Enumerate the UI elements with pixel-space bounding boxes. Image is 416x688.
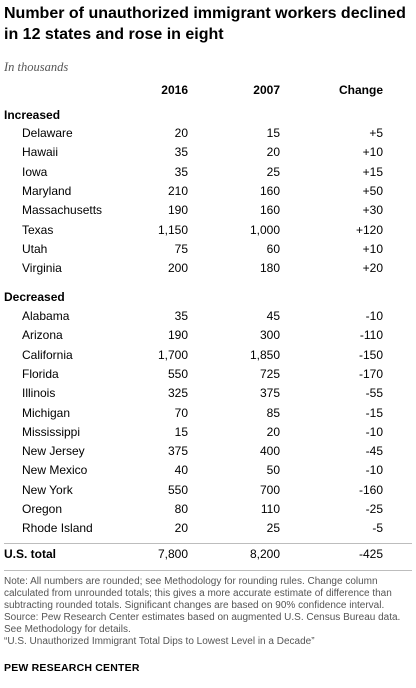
state-name: Iowa <box>22 165 48 179</box>
value-2007: 160 <box>259 203 280 217</box>
table-row <box>0 307 416 326</box>
value-change: -15 <box>365 406 383 420</box>
table-row <box>0 365 416 384</box>
state-name: Texas <box>22 223 54 237</box>
state-name: Florida <box>22 367 59 381</box>
value-change: -10 <box>365 463 383 477</box>
value-2016: 375 <box>167 444 188 458</box>
value-change: -55 <box>365 386 383 400</box>
value-2007: 45 <box>266 309 280 323</box>
value-2007: 25 <box>266 521 280 535</box>
value-2016: 40 <box>174 463 188 477</box>
value-2016: 550 <box>167 367 188 381</box>
table-row <box>0 481 416 500</box>
total-divider <box>4 543 412 544</box>
state-name: Illinois <box>22 386 56 400</box>
value-2016: 190 <box>167 203 188 217</box>
state-name: Maryland <box>22 184 72 198</box>
state-name: Delaware <box>22 126 73 140</box>
value-2016: 20 <box>174 521 188 535</box>
value-2016: 1,700 <box>157 348 188 362</box>
value-2007: 300 <box>259 328 280 342</box>
value-change: -10 <box>365 309 383 323</box>
value-change: -425 <box>358 547 383 561</box>
value-2007: 25 <box>266 165 280 179</box>
value-2007: 60 <box>266 242 280 256</box>
state-name: California <box>22 348 73 362</box>
value-change: -10 <box>365 425 383 439</box>
value-2016: 75 <box>174 242 188 256</box>
brand-logo-text: PEW RESEARCH CENTER <box>4 662 140 674</box>
table-row <box>0 124 416 143</box>
value-2016: 70 <box>174 406 188 420</box>
value-2016: 325 <box>167 386 188 400</box>
note-text: Note: All numbers are rounded; see Methodology for rounding rules. Change column calculated from unrounded totals; this gives a more accurate estimate of difference than subtracting rounded totals. Significant changes are based on 90% confidence interval. <box>4 576 392 612</box>
value-2016: 35 <box>174 309 188 323</box>
table-row <box>0 143 416 162</box>
table-row <box>0 500 416 519</box>
value-change: -45 <box>365 444 383 458</box>
state-name: New Mexico <box>22 463 88 477</box>
section-label: Decreased <box>4 290 65 304</box>
source-text: Source: Pew Research Center estimates based on augmented U.S. Census Bureau data. See Methodology for details. <box>4 612 401 636</box>
value-change: -5 <box>372 521 383 535</box>
value-change: +120 <box>355 223 383 237</box>
table-row <box>0 442 416 461</box>
value-change: +30 <box>362 203 383 217</box>
value-2016: 35 <box>174 165 188 179</box>
value-change: -110 <box>359 328 383 342</box>
value-change: +20 <box>362 261 383 275</box>
column-header-2007: 2007 <box>253 83 280 97</box>
value-change: +50 <box>362 184 383 198</box>
state-name: Hawaii <box>22 145 59 159</box>
value-2007: 1,000 <box>249 223 280 237</box>
value-change: +15 <box>362 165 383 179</box>
value-2007: 375 <box>259 386 280 400</box>
value-2007: 700 <box>259 483 280 497</box>
column-header-change: Change <box>338 83 383 97</box>
value-2007: 85 <box>266 406 280 420</box>
value-2007: 160 <box>259 184 280 198</box>
value-change: +10 <box>362 145 383 159</box>
table-row <box>0 346 416 365</box>
value-2007: 725 <box>259 367 280 381</box>
state-name: Mississippi <box>22 425 81 439</box>
table-row <box>0 182 416 201</box>
state-name: Michigan <box>22 406 71 420</box>
state-name: Oregon <box>22 502 63 516</box>
table-row <box>0 423 416 442</box>
value-2016: 20 <box>174 126 188 140</box>
table-row <box>0 404 416 423</box>
value-2016: 7,800 <box>157 547 188 561</box>
state-name: New Jersey <box>22 444 85 458</box>
table-row <box>0 240 416 259</box>
value-change: -170 <box>358 367 383 381</box>
notes-divider <box>4 570 412 571</box>
value-2007: 20 <box>266 425 280 439</box>
state-name: Alabama <box>22 309 70 323</box>
total-row <box>0 545 416 564</box>
value-2007: 180 <box>259 261 280 275</box>
value-2007: 110 <box>260 502 280 516</box>
state-name: U.S. total <box>4 547 57 561</box>
state-name: Rhode Island <box>22 521 93 535</box>
value-change: -160 <box>358 483 383 497</box>
value-change: -25 <box>365 502 383 516</box>
value-2007: 15 <box>266 126 280 140</box>
value-change: -150 <box>358 348 383 362</box>
value-2007: 50 <box>266 463 280 477</box>
value-2016: 190 <box>167 328 188 342</box>
table-row <box>0 163 416 182</box>
value-2007: 8,200 <box>249 547 280 561</box>
table-row <box>0 384 416 403</box>
chart-subtitle: In thousands <box>4 60 69 74</box>
state-name: Virginia <box>22 261 62 275</box>
value-2007: 1,850 <box>249 348 280 362</box>
state-name: New York <box>22 483 73 497</box>
value-2016: 550 <box>167 483 188 497</box>
value-2016: 80 <box>174 502 188 516</box>
column-header-2016: 2016 <box>161 83 188 97</box>
table-row <box>0 461 416 480</box>
state-name: Massachusetts <box>22 203 103 217</box>
section-label: Increased <box>4 108 61 122</box>
report-title: “U.S. Unauthorized Immigrant Total Dips to Lowest Level in a Decade” <box>4 636 315 648</box>
state-name: Utah <box>22 242 48 256</box>
value-2016: 1,150 <box>157 223 188 237</box>
table-row <box>0 326 416 345</box>
table-row <box>0 259 416 278</box>
value-2007: 20 <box>266 145 280 159</box>
table-row <box>0 201 416 220</box>
column-header-row <box>0 81 416 100</box>
value-2016: 210 <box>167 184 188 198</box>
state-name: Arizona <box>22 328 63 342</box>
chart-title: Number of unauthorized immigrant workers declined in 12 states and rose in eight <box>4 5 406 43</box>
table-row <box>0 221 416 240</box>
value-2007: 400 <box>259 444 280 458</box>
value-change: +10 <box>362 242 383 256</box>
table-row <box>0 519 416 538</box>
chart-notes <box>4 576 414 649</box>
value-2016: 35 <box>174 145 188 159</box>
value-2016: 15 <box>174 425 188 439</box>
value-change: +5 <box>369 126 383 140</box>
value-2016: 200 <box>167 261 188 275</box>
